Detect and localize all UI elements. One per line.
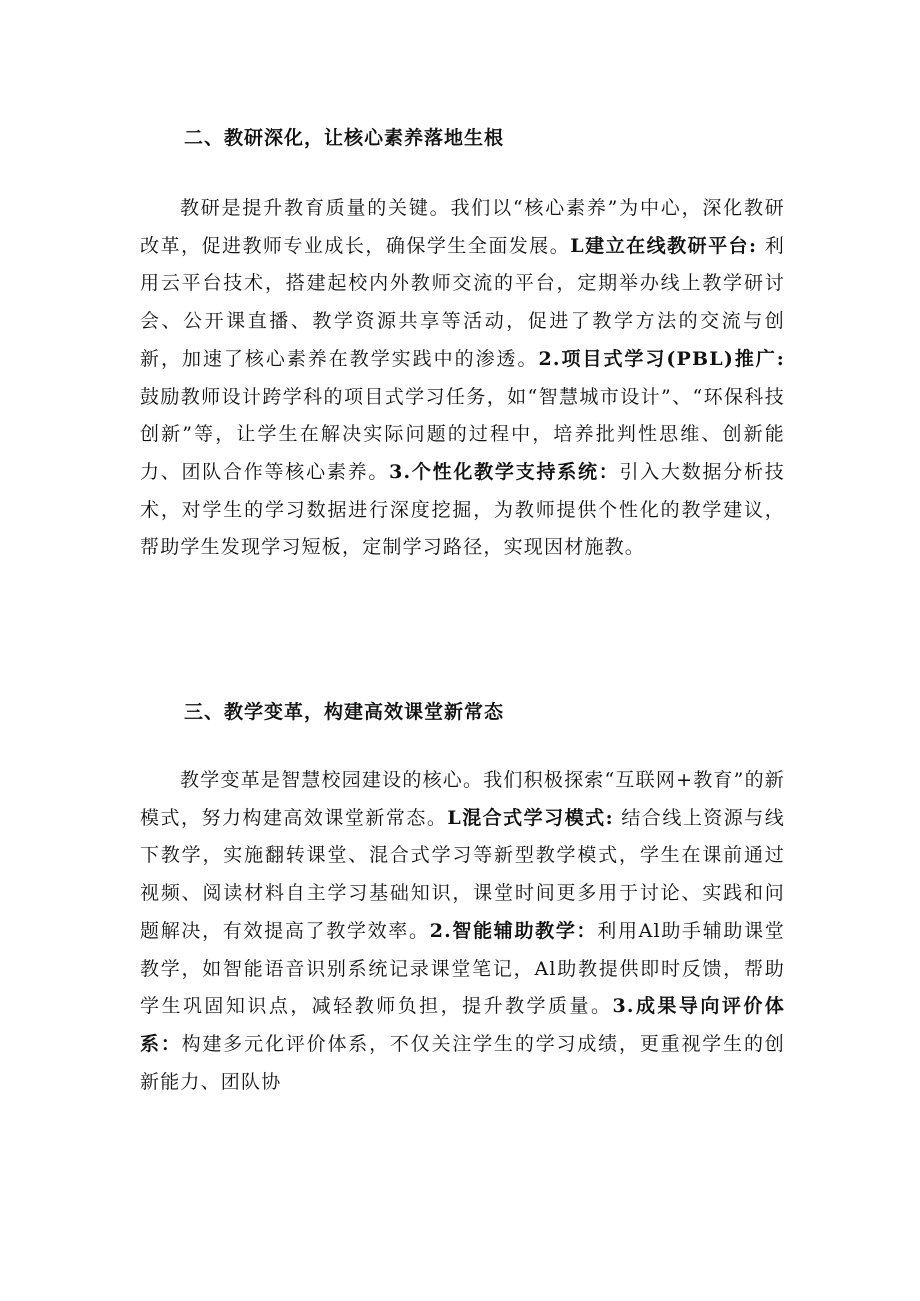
section-3-paragraph [140, 762, 785, 1101]
section-2-paragraph [140, 190, 785, 567]
section-3-point-1-title: L混合式学习模式: [447, 806, 614, 829]
section-2-point-3-text: 引入大数据分析技术，对学生的学习数据进行深度挖掘，为教师提供个性化的教学建议，帮助学生发现学习短板，定制学习路径，实现因材施教。 [140, 460, 785, 559]
section-2-point-3-title: 3.个性化教学支持系统： [389, 460, 620, 483]
section-2-point-2-title: 2.项目式学习(PBL)推广: [538, 347, 785, 370]
section-3-point-1-text: 结合线上资源与线下教学，实施翻转课堂、混合式学习等新型教学模式，学生在课前通过视频、阅读材料自主学习基础知识，课堂时间更多用于讨论、实践和问题解决，有效提高了教学效率。 [140, 806, 785, 942]
section-2-intro: 教研是提升教育质量的关键。我们以“核心素养”为中心，深化教研改革，促进教师专业成长，确保学生全面发展。 [140, 197, 785, 257]
section-3-point-3-text: 构建多元化评价体系，不仅关注学生的学习成绩，更重视学生的创新能力、团队协 [140, 1032, 785, 1093]
section-3-heading: 三、教学变革，构建高效课堂新常态 [184, 701, 505, 723]
section-2-point-1-text: 利用云平台技术，搭建起校内外教师交流的平台，定期举办线上教学研讨会、公开课直播、教学资源共享等活动，促进了教学方法的交流与创新，加速了核心素养在教学实践中的渗透。 [140, 234, 785, 370]
section-2-point-1-title: L建立在线教研平台: [570, 234, 758, 257]
section-3-point-2-text: 利用Al助手辅助课堂教学，如智能语音识别系统记录课堂笔记，Al助教提供即时反馈，帮助学生巩固知识点，减轻教师负担，提升教学质量。 [140, 919, 785, 1018]
section-2-point-2-text: 鼓励教师设计跨学科的项目式学习任务，如“智慧城市设计”、“环保科技创新”等，让学生在解决实际问题的过程中，培养批判性思维、创新能力、团队合作等核心素养。 [140, 385, 785, 483]
section-3-point-3-title: 3.成果导向评价体系： [140, 995, 785, 1055]
section-2-heading: 二、教研深化，让核心素养落地生根 [184, 127, 505, 149]
section-3-point-2-title: 2.智能辅助教学： [429, 919, 598, 942]
section-3-intro: 教学变革是智慧校园建设的核心。我们积极探索“互联网+教育”的新模式，努力构建高效课堂新常态。 [140, 769, 785, 829]
